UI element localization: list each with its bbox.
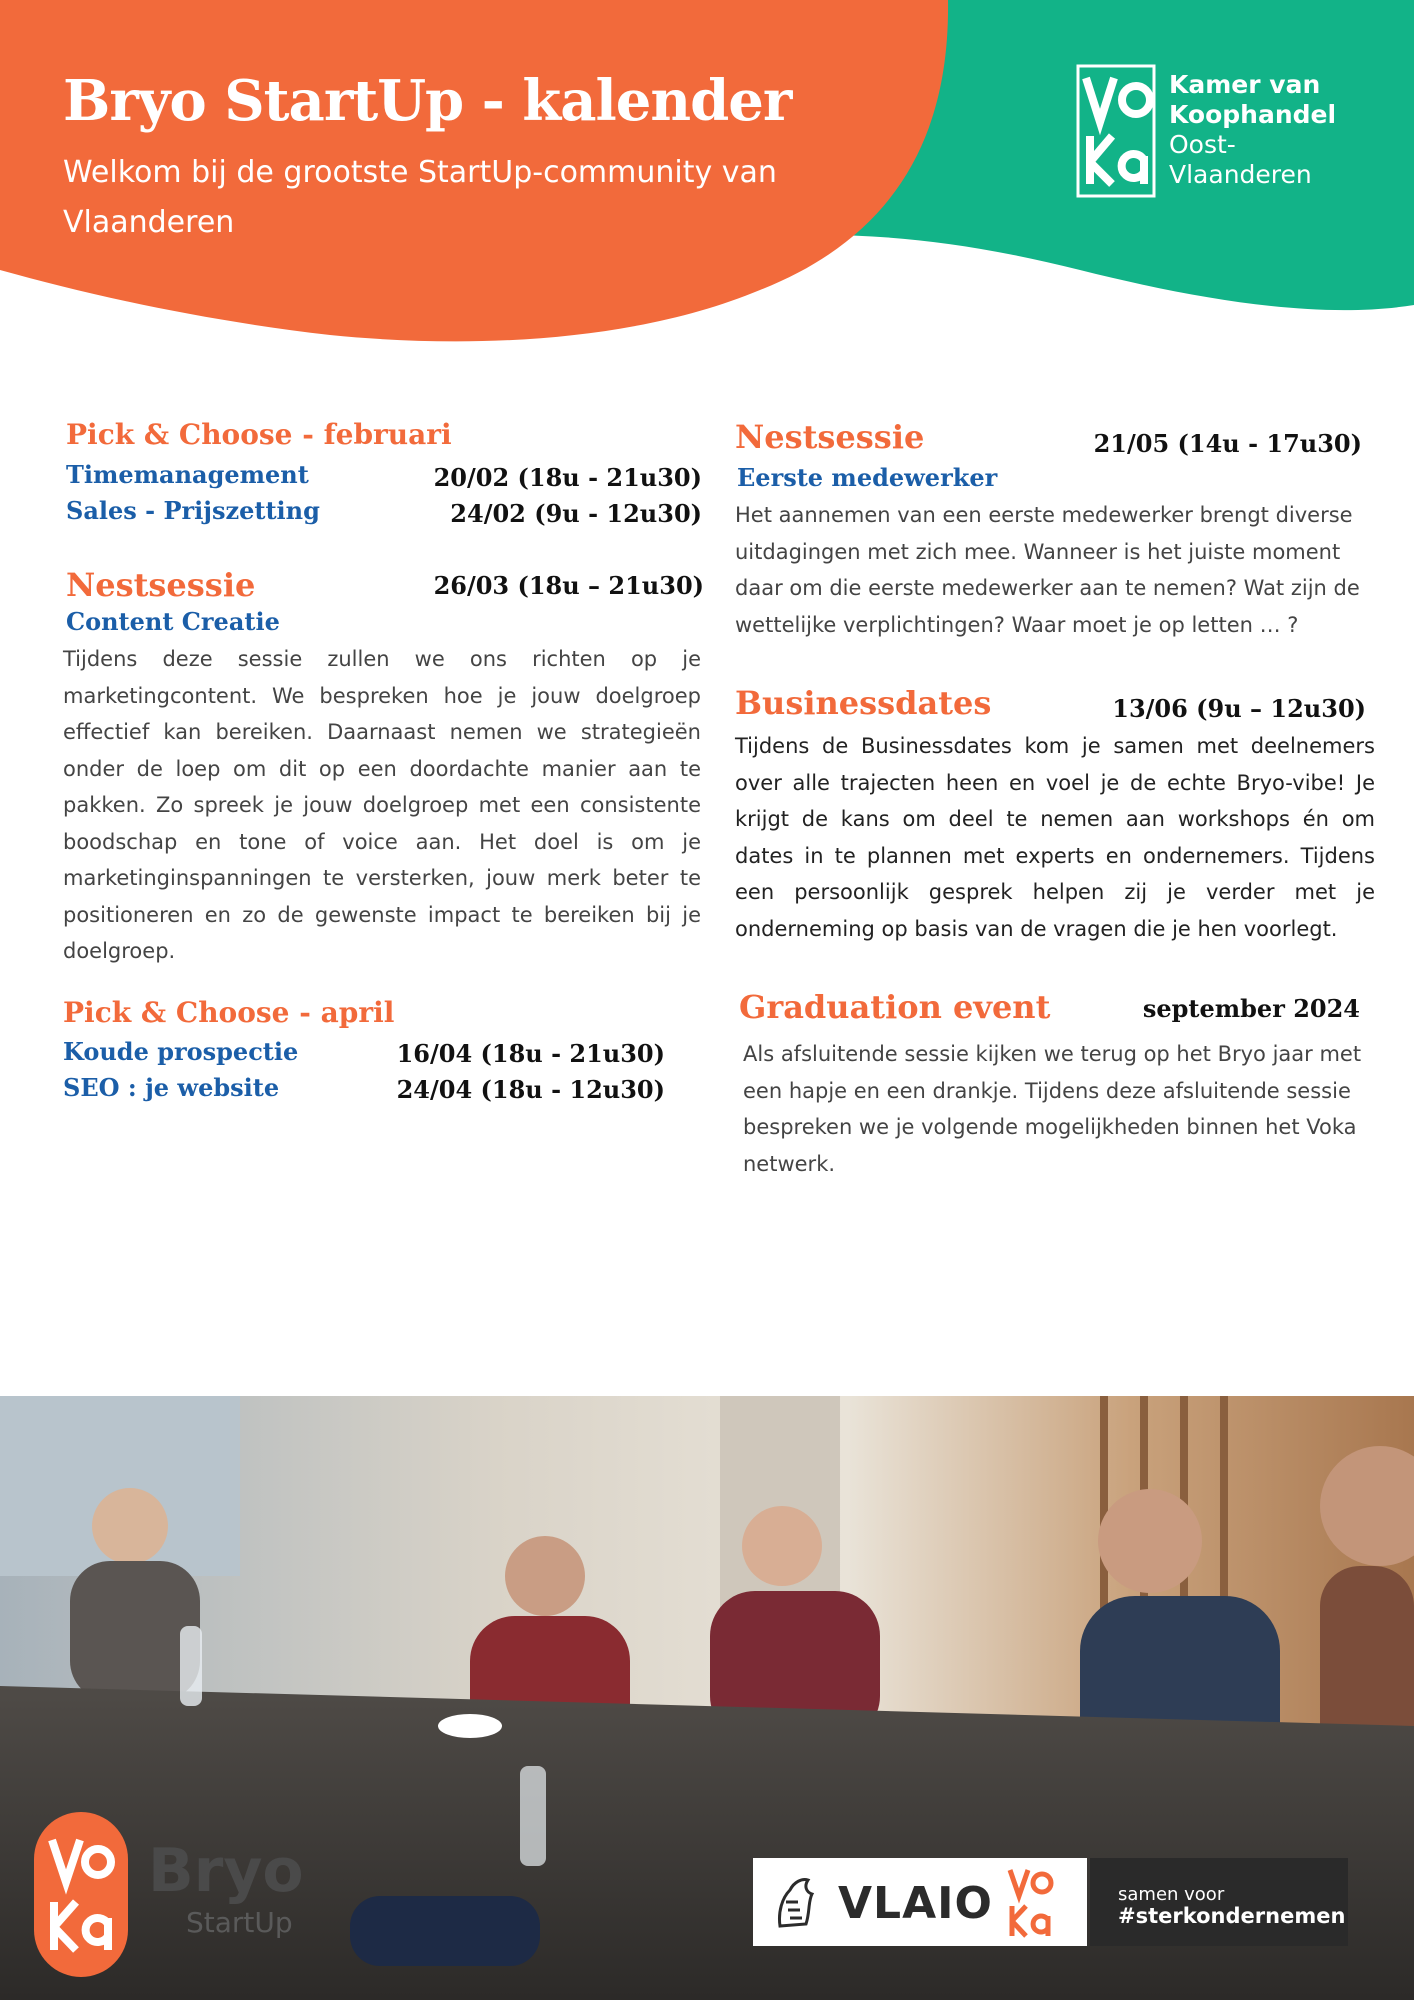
voka-bryo-logo-icon (34, 1812, 128, 1977)
slogan-line-2: #sterkondernemen (1118, 1904, 1346, 1928)
pc-apr-item-2-date: 24/04 (18u - 12u30) (396, 1075, 665, 1104)
org-line-4: Vlaanderen (1169, 160, 1312, 189)
bryo-brand-name: Bryo (148, 1836, 304, 1906)
voka-logo-icon (1076, 64, 1156, 198)
pc-feb-heading: Pick & Choose - februari (66, 418, 452, 451)
page-title: Bryo StartUp - kalender (63, 68, 792, 134)
businessdates-date: 13/06 (9u – 12u30) (1112, 694, 1366, 723)
graduation-heading: Graduation event (739, 988, 1051, 1026)
vlaio-logo-text: VLAIO (838, 1878, 993, 1929)
graduation-text: Als afsluitende sessie kijken we terug op het Bryo jaar met een hapje en een drankje. Tijdens deze afsluitende sessie bespreken we je volgende mogelijkheden binnen het Voka netwerk. (743, 1042, 1362, 1176)
pc-feb-item-2-date: 24/02 (9u - 12u30) (450, 499, 702, 528)
graduation-date: september 2024 (1142, 994, 1360, 1023)
lion-icon (772, 1872, 818, 1932)
pc-feb-item-1-label: Timemanagement (66, 460, 309, 489)
nest-right-text: Het aannemen van een eerste medewerker brengt diverse uitdagingen met zich mee. Wanneer is het juiste moment daar om die eerste medewerker aan te nemen? Wat zijn de wettelijke verplichtingen? Waar moet je op letten … ? (735, 503, 1360, 637)
page-subtitle: Welkom bij de grootste StartUp-community van Vlaanderen (63, 155, 777, 240)
businessdates-text: Tijdens de Businessdates kom je samen met deelnemers over alle trajecten heen en voel je de echte Bryo-vibe! Je krijgt de kans om deel te nemen aan workshops én om dates in te plannen met experts en ondernemers. Tijdens een persoonlijk gesprek helpen zij je verder met je onderneming op basis van de vragen die je hen voorlegt. (735, 734, 1375, 941)
voka-small-logo-icon (1006, 1864, 1054, 1940)
bryo-brand-sub: StartUp (186, 1906, 293, 1939)
pc-apr-item-1-label: Koude prospectie (63, 1037, 299, 1066)
nest-right-heading: Nestsessie (735, 418, 925, 456)
nest-left-subtitle: Content Creatie (66, 607, 280, 636)
pc-feb-item-2-label: Sales - Prijszetting (66, 496, 320, 525)
pc-apr-item-2-label: SEO : je website (63, 1073, 280, 1102)
org-line-1: Kamer van (1169, 70, 1321, 99)
org-name (1169, 70, 1336, 190)
org-line-2: Koophandel (1169, 100, 1337, 129)
nest-right-date: 21/05 (14u - 17u30) (1093, 429, 1362, 458)
nest-left-date: 26/03 (18u – 21u30) (433, 571, 704, 600)
pc-apr-heading: Pick & Choose - april (63, 996, 395, 1029)
businessdates-heading: Businessdates (735, 684, 992, 722)
slogan-line-1: samen voor (1118, 1884, 1225, 1905)
nest-left-heading: Nestsessie (66, 566, 256, 604)
pc-apr-item-1-date: 16/04 (18u - 21u30) (396, 1039, 665, 1068)
pc-feb-item-1-date: 20/02 (18u - 21u30) (433, 463, 702, 492)
nest-left-text: Tijdens deze sessie zullen we ons richten op je marketingcontent. We bespreken hoe je jouw doelgroep effectief kan bereiken. Daarnaast nemen we strategieën onder de loep om dit op een doordachte manier aan te pakken. Zo spreek je jouw doelgroep met een consistente boodschap en tone of voice aan. Het doel is om je marketinginspanningen te versterken, jouw merk beter te positioneren en zo de gewenste impact te bereiken bij je doelgroep. (63, 647, 701, 963)
nest-right-subtitle: Eerste medewerker (737, 463, 998, 492)
org-line-3: Oost- (1169, 130, 1236, 159)
